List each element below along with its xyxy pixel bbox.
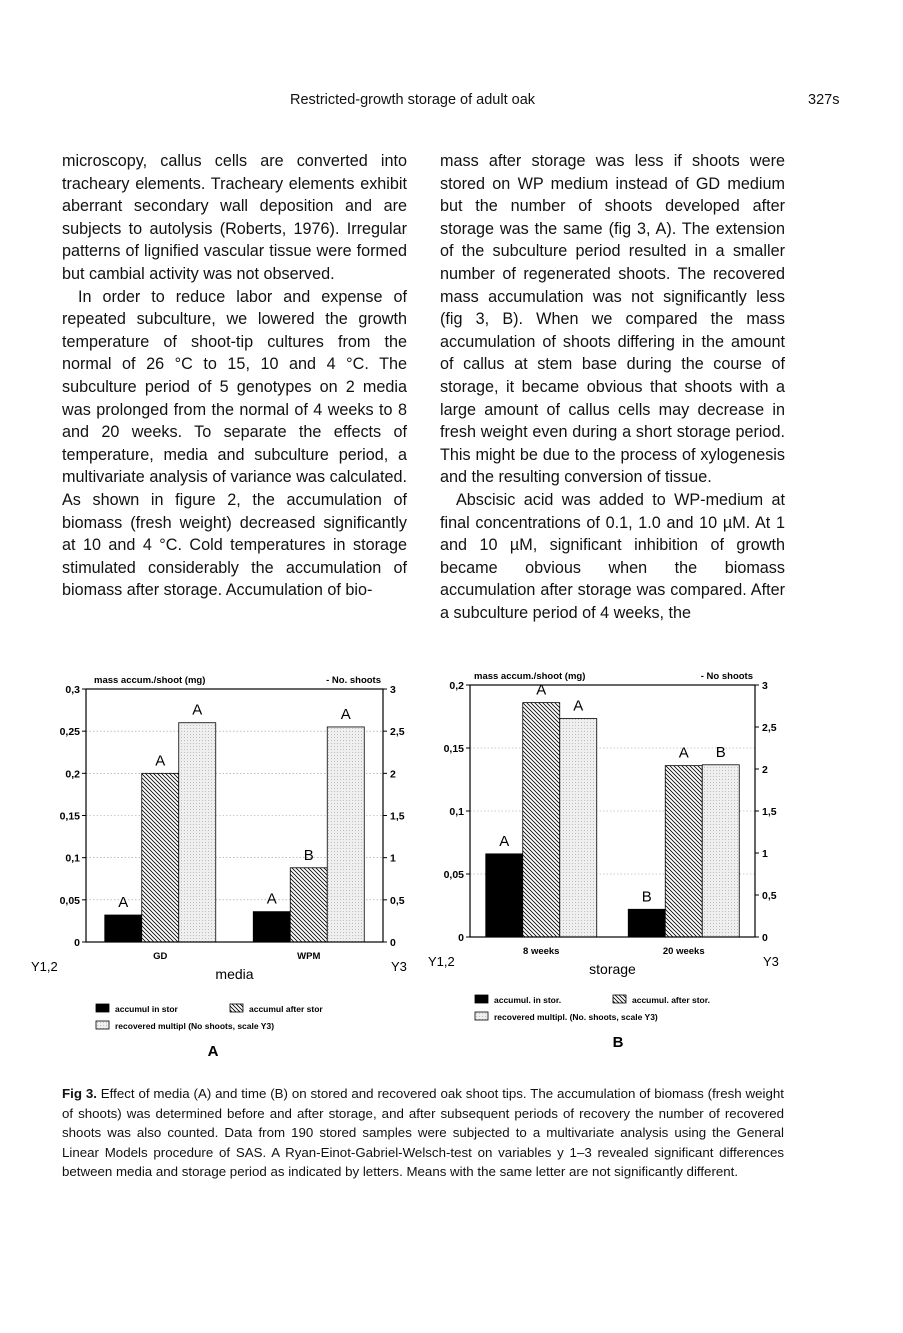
bar [486,854,523,937]
bar [105,915,142,942]
legend-label: recovered multipl (No shoots, scale Y3) [115,1021,275,1031]
significance-letter: A [266,890,277,908]
right-tick-label: 1,5 [762,806,777,818]
bar [290,868,327,942]
right-axis-title: - No. shoots [326,675,381,686]
page-header [0,92,903,116]
figure-panel-a [28,668,408,1068]
right-tick-label: 1,5 [390,810,405,823]
right-tick-label: 2 [390,768,396,781]
chart-a [28,668,408,1068]
legend-label: accumul. in stor. [494,995,562,1005]
category-label: 20 weeks [662,946,705,957]
right-tick-label: 2,5 [762,722,777,734]
left-tick-label: 0,2 [449,680,464,692]
legend-swatch [475,995,488,1003]
right-tick-label: 3 [390,684,396,696]
right-axis-name: Y3 [763,954,779,969]
significance-letter: B [641,888,652,906]
left-axis-title: mass accum./shoot (mg) [474,671,586,682]
right-tick-label: 0,5 [762,890,777,902]
right-tick-label: 1 [762,848,768,860]
legend-label: accumul after stor [249,1004,323,1014]
left-axis-name: Y1,2 [428,954,455,969]
significance-letter: B [303,846,314,864]
left-tick-label: 0,05 [443,869,464,881]
bar [142,773,179,942]
significance-letter: A [340,705,351,723]
bar [628,909,665,937]
left-tick-label: 0 [458,932,464,944]
legend-swatch [96,1021,109,1029]
right-tick-label: 2 [762,764,768,776]
significance-letter: B [715,743,726,761]
significance-letter: A [536,681,547,699]
left-tick-label: 0,15 [59,810,80,823]
significance-letter: A [499,832,510,850]
paragraph: In order to reduce labor and expense of repeated subculture, we lowered the growth temperature of shoot-tip cultures from the normal of 26 °C to 15, 10 and 4 °C. The subculture period of 5 genotypes on 2 media was prolonged from the normal of 4 weeks to 8 and 20 weeks. To separate the effects of temperature, media and subculture period, a multivariate analysis of variance was calculated. As shown in figure 2, the accumulation of biomass (fresh weight) decreased significantly at 10 and 4 °C. Cold temperatures in storage stimulated considerably the accumulation of biomass after storage. Accumulation of bio- [62,287,407,600]
significance-letter: A [678,744,689,762]
figure-caption [62,1084,784,1182]
category-label: WPM [297,951,321,962]
left-tick-label: 0,1 [65,852,80,865]
chart-b [428,668,808,1068]
bar [665,766,702,937]
right-tick-label: 1 [390,852,396,865]
left-tick-label: 0,25 [59,726,80,739]
significance-letter: A [155,752,166,770]
left-axis-title: mass accum./shoot (mg) [94,675,206,686]
page-number: 327s [808,92,840,108]
running-title: Restricted-growth storage of adult oak [290,92,536,108]
left-tick-label: 0,2 [65,768,80,781]
right-tick-label: 0 [390,937,396,949]
figure-panel-b [428,668,808,1068]
right-axis-name: Y3 [391,959,407,974]
left-tick-label: 0,05 [59,894,80,907]
right-tick-label: 3 [762,680,768,692]
legend-swatch [230,1004,243,1012]
left-axis-name: Y1,2 [31,959,58,974]
bar [179,723,216,942]
paragraph: Abscisic acid was added to WP-medium at final concentrations of 0.1, 1.0 and 10 µM. At 1 and 10 µM, significant inhibition of growth became obvious when the biomass accumulation after storage was compared. After a subculture period of 4 weeks, the [440,490,785,622]
bar [523,703,560,937]
panel-letter: B [612,1034,624,1051]
right-axis-title: - No shoots [700,671,753,682]
legend-swatch [96,1004,109,1012]
bar [560,719,597,937]
left-tick-label: 0,15 [443,743,464,755]
right-tick-label: 0 [762,932,768,944]
paragraph: mass after storage was less if shoots were stored on WP medium instead of GD medium but the number of shoots developed after storage was the same (fig 3, A). The extension of the subculture period resulted in a smaller number of regenerated shoots. The recovered mass accumulation was not significantly less (fig 3, B). When we compared the mass accumulation of shoots differing in the amount of callus at stem base during the course of storage, it became obvious that shoots with a large amount of callus cells may decrease in fresh weight even during a short storage period. This might be due to the process of xylogenesis and the resulting conversion of tissue. [440,152,785,487]
caption-text: Effect of media (A) and time (B) on stored and recovered oak shoot tips. The accumulation of biomass (fresh weight of shoots) was determined before and after storage, and after subsequent periods of recovery the number of recovered shoots was also counted. Data from 190 stored samples were subjected to a multivariate analysis using the General Linear Models procedure of SAS. A Ryan-Einot-Gabriel-Welsch-test on variables y 1–3 revealed significant differences between media and storage period as indicated by letters. Means with the same letter are not significantly different. [62,1086,784,1179]
right-text-column [440,150,785,624]
legend-label: recovered multipl. (No. shoots, scale Y3) [494,1012,658,1022]
legend-label: accumul in stor [115,1004,178,1014]
left-tick-label: 0,1 [449,806,464,818]
legend-label: accumul. after stor. [632,995,710,1005]
legend-swatch [613,995,626,1003]
left-tick-label: 0,3 [65,684,80,696]
bar [327,727,364,942]
left-text-column [62,150,407,602]
panel-letter: A [207,1043,219,1060]
right-tick-label: 0,5 [390,894,405,907]
category-label: 8 weeks [523,946,560,957]
right-tick-label: 2,5 [390,726,405,739]
x-axis-label: media [215,966,254,982]
paragraph: microscopy, callus cells are converted into tracheary elements. Tracheary elements exhibit aberrant secondary wall deposition and are subjects to autolysis (Roberts, 1976). Irregular patterns of lignified vascular tissue were formed but cambial activity was not observed. [62,152,407,283]
significance-letter: A [573,697,584,715]
left-tick-label: 0 [74,937,80,949]
significance-letter: A [118,894,129,912]
legend-swatch [475,1012,488,1020]
category-label: GD [153,951,168,962]
caption-label: Fig 3. [62,1086,97,1101]
bar [702,765,739,937]
significance-letter: A [192,701,203,719]
bar [253,912,290,942]
x-axis-label: storage [589,961,636,977]
